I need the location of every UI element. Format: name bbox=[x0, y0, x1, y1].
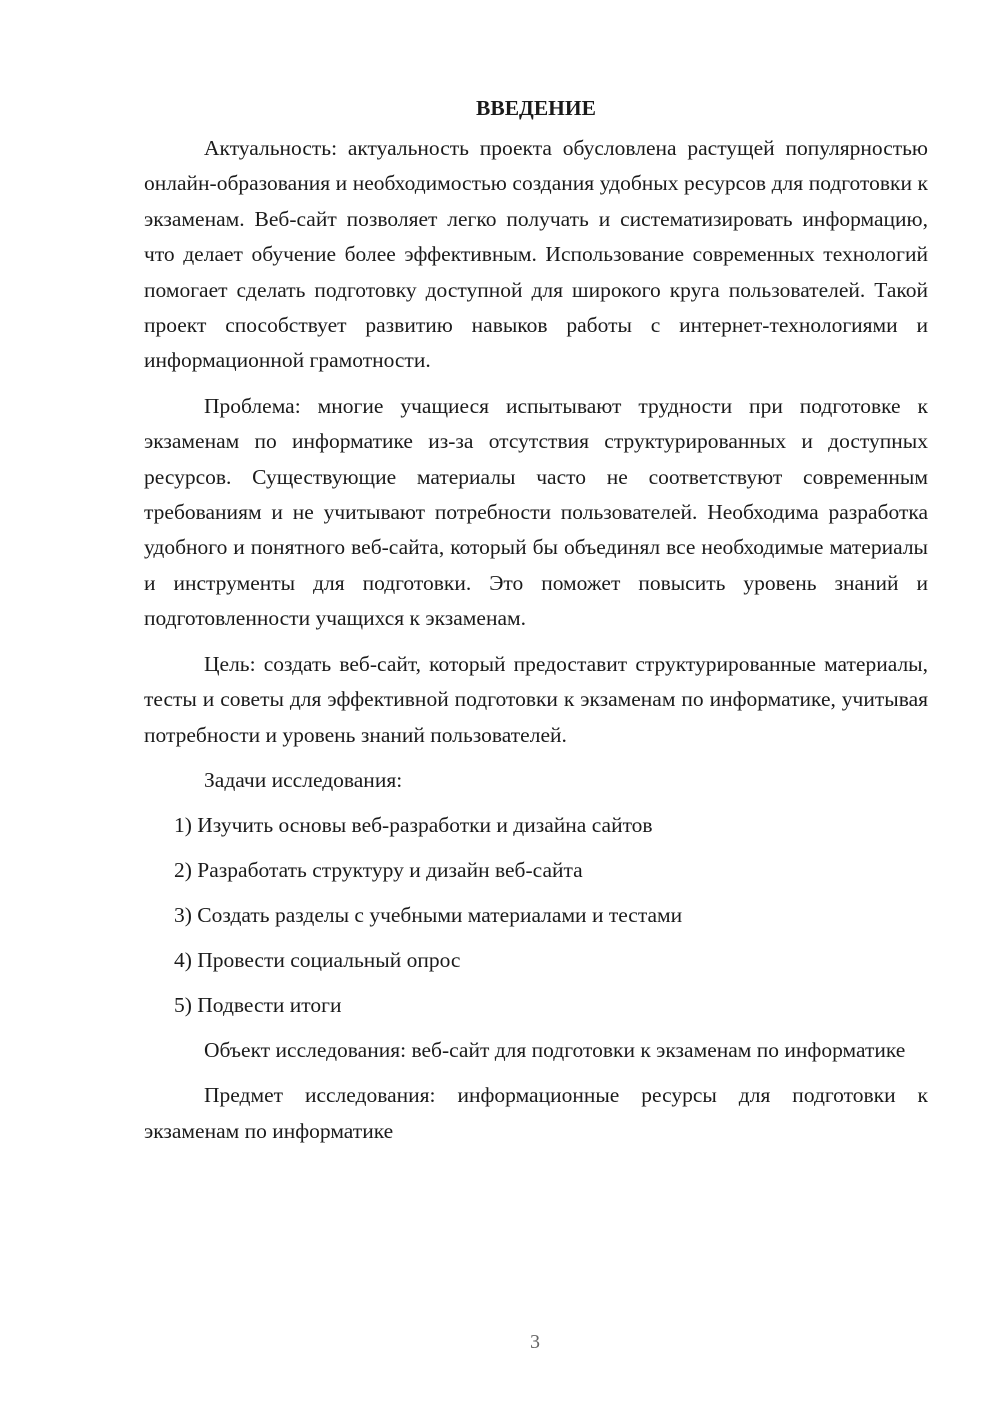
tasks-list bbox=[144, 808, 928, 1023]
object-paragraph: Объект исследования: веб-сайт для подготовки к экзаменам по информатике bbox=[204, 1037, 906, 1062]
goal-paragraph: Цель: создать веб-сайт, который предоставит структурированные материалы, тесты и советы для эффективной подготовки к экзаменам по информатике, учитывая потребности и уровень знаний пользователей. bbox=[144, 651, 928, 747]
document-page bbox=[144, 90, 928, 1159]
tasks-heading: Задачи исследования: bbox=[204, 767, 403, 792]
task-item-4: 4) Провести социальный опрос bbox=[174, 947, 461, 972]
subject-paragraph: Предмет исследования: информационные ресурсы для подготовки к экзаменам по информатике bbox=[144, 1083, 928, 1143]
task-item-5: 5) Подвести итоги bbox=[174, 992, 342, 1017]
task-item-1: 1) Изучить основы веб-разработки и дизайна сайтов bbox=[174, 812, 653, 837]
page-number: 3 bbox=[530, 1331, 540, 1353]
problem-paragraph: Проблема: многие учащиеся испытывают трудности при подготовке к экзаменам по информатике из-за отсутствия структурированных и доступных ресурсов. Существующие материалы часто не соответствуют современным требованиям и не учитывают потребности пользователей. Необходима разработка удобного и понятного веб-сайта, который бы объединял все необходимые материалы и инструменты для подготовки. Это поможет повысить уровень знаний и подготовленности учащихся к экзаменам. bbox=[144, 393, 928, 631]
page-title: ВВЕДЕНИЕ bbox=[476, 96, 596, 120]
task-item-2: 2) Разработать структуру и дизайн веб-сайта bbox=[174, 857, 583, 882]
task-item-3: 3) Создать разделы с учебными материалами и тестами bbox=[174, 902, 683, 927]
relevance-paragraph: Актуальность: актуальность проекта обусловлена растущей популярностью онлайн-образования и необходимостью создания удобных ресурсов для подготовки к экзаменам. Веб-сайт позволяет легко получать и систематизировать информацию, что делает обучение более эффективным. Использование современных технологий помогает сделать подготовку доступной для широкого круга пользователей. Такой проект способствует развитию навыков работы с интернет-технологиями и информационной грамотности. bbox=[144, 136, 928, 373]
